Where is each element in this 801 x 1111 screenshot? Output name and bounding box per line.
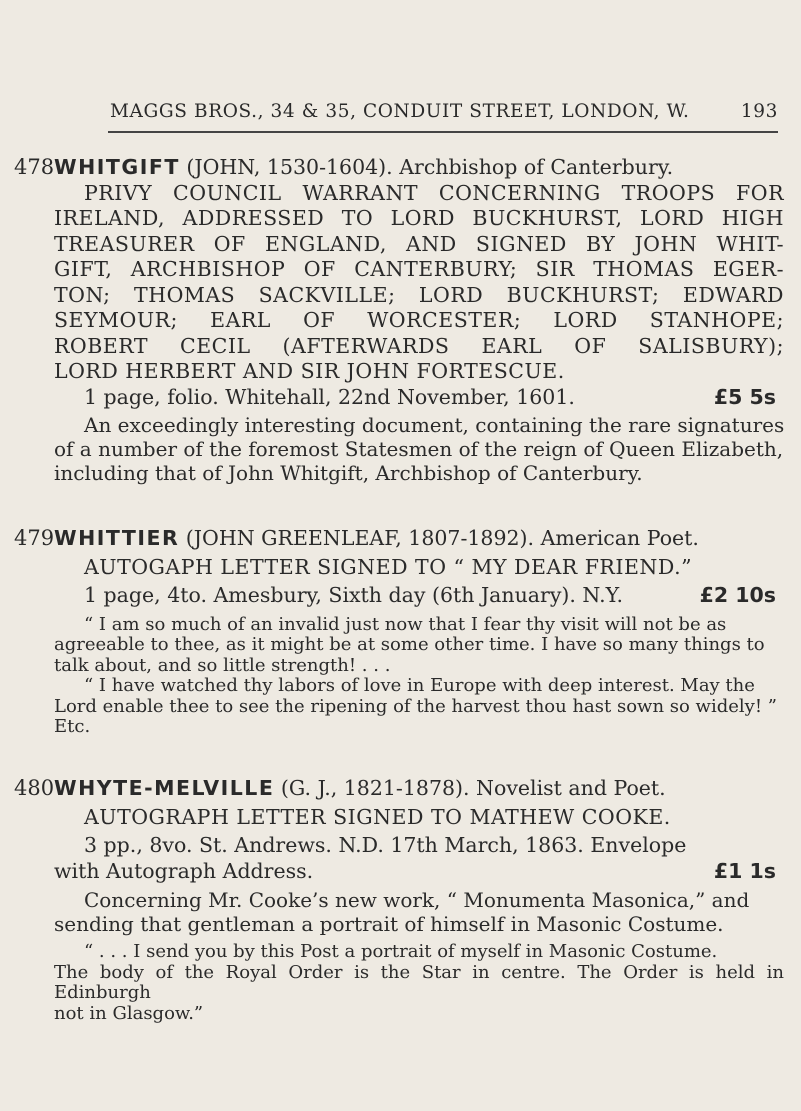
format-line: 1 page, folio. Whitehall, 22nd November, 1601.: [84, 384, 575, 409]
quote-line: “ I have watched thy labors of love in Europe with deep interest. May the: [84, 675, 755, 696]
note-line: including that of John Whitgift, Archbishop of Canterbury.: [54, 461, 643, 485]
entry-name: WHYTE-MELVILLE: [54, 776, 275, 800]
price: £2 10s: [699, 583, 776, 607]
entry-name: WHITGIFT: [54, 155, 180, 179]
title-line: PRIVY COUNCIL WARRANT CONCERNING TROOPS FOR: [84, 180, 784, 205]
quote-line: talk about, and so little strength! . . .: [54, 654, 391, 676]
quote-line: Etc.: [54, 716, 91, 737]
header-rule: [108, 131, 778, 133]
title-line: IRELAND, ADDRESSED TO LORD BUCKHURST, LORD HIGH: [54, 206, 784, 230]
entry-details: (JOHN GREENLEAF, 1807-1892). American Poet.: [185, 526, 699, 550]
quote-line: not in Glasgow.”: [54, 1002, 204, 1024]
price: £1 1s: [713, 858, 776, 883]
note-line: Concerning Mr. Cooke’s new work, “ Monumenta Masonica,” and: [84, 888, 750, 912]
title-line: GIFT, ARCHBISHOP OF CANTERBURY; SIR THOMAS EGER-: [54, 257, 784, 281]
entry-name: WHITTIER: [54, 526, 180, 550]
format-line: with Autograph Address.: [54, 858, 314, 883]
entry-details: (G. J., 1821-1878). Novelist and Poet.: [280, 776, 666, 800]
note-line: of a number of the foremost Statesmen of the reign of Queen Elizabeth,: [54, 437, 784, 461]
title-line: TREASURER OF ENGLAND, AND SIGNED BY JOHN WHIT-: [54, 231, 784, 256]
quote-line: “ . . . I send you by this Post a portrait of myself in Masonic Costume.: [84, 941, 718, 962]
entry-details: (JOHN, 1530-1604). Archbishop of Canterbury.: [186, 155, 674, 179]
title-line: ROBERT CECIL (AFTERWARDS EARL OF SALISBURY);: [54, 333, 784, 358]
note-line: An exceedingly interesting document, containing the rare signatures: [84, 413, 785, 437]
title-line: SEYMOUR; EARL OF WORCESTER; LORD STANHOPE;: [54, 308, 784, 332]
title-line: AUTOGRAPH LETTER SIGNED TO MATHEW COOKE.: [84, 804, 671, 829]
running-header: [110, 101, 778, 122]
title-line: TON; THOMAS SACKVILLE; LORD BUCKHURST; EDWARD: [54, 282, 784, 307]
title-line: AUTOGAPH LETTER SIGNED TO “ MY DEAR FRIEND.”: [84, 554, 693, 579]
title-line: LORD HERBERT AND SIR JOHN FORTESCUE.: [54, 359, 565, 383]
header-title: MAGGS BROS., 34 & 35, CONDUIT STREET, LONDON, W.: [110, 101, 690, 122]
lot-number: 480: [14, 776, 55, 800]
quote-line: The body of the Royal Order is the Star in centre. The Order is held in Edinburgh: [54, 961, 784, 1003]
lot-number: 479: [14, 526, 55, 550]
quotation: [54, 615, 784, 738]
quote-line: “ I am so much of an invalid just now that I fear thy visit will not be as: [84, 613, 727, 635]
lot-number: 478: [14, 155, 55, 179]
note-line: sending that gentleman a portrait of himself in Masonic Costume.: [54, 912, 724, 936]
page-number: 193: [740, 101, 778, 122]
quotation: [54, 942, 784, 1024]
quote-line: Lord enable thee to see the ripening of the harvest thou hast sown so widely! ”: [54, 695, 777, 717]
format-line: 1 page, 4to. Amesbury, Sixth day (6th January). N.Y.: [84, 583, 623, 607]
format-line: 3 pp., 8vo. St. Andrews. N.D. 17th March, 1863. Envelope: [84, 833, 687, 857]
price: £5 5s: [713, 384, 776, 409]
quote-line: agreeable to thee, as it might be at some other time. I have so many things to: [54, 634, 765, 655]
